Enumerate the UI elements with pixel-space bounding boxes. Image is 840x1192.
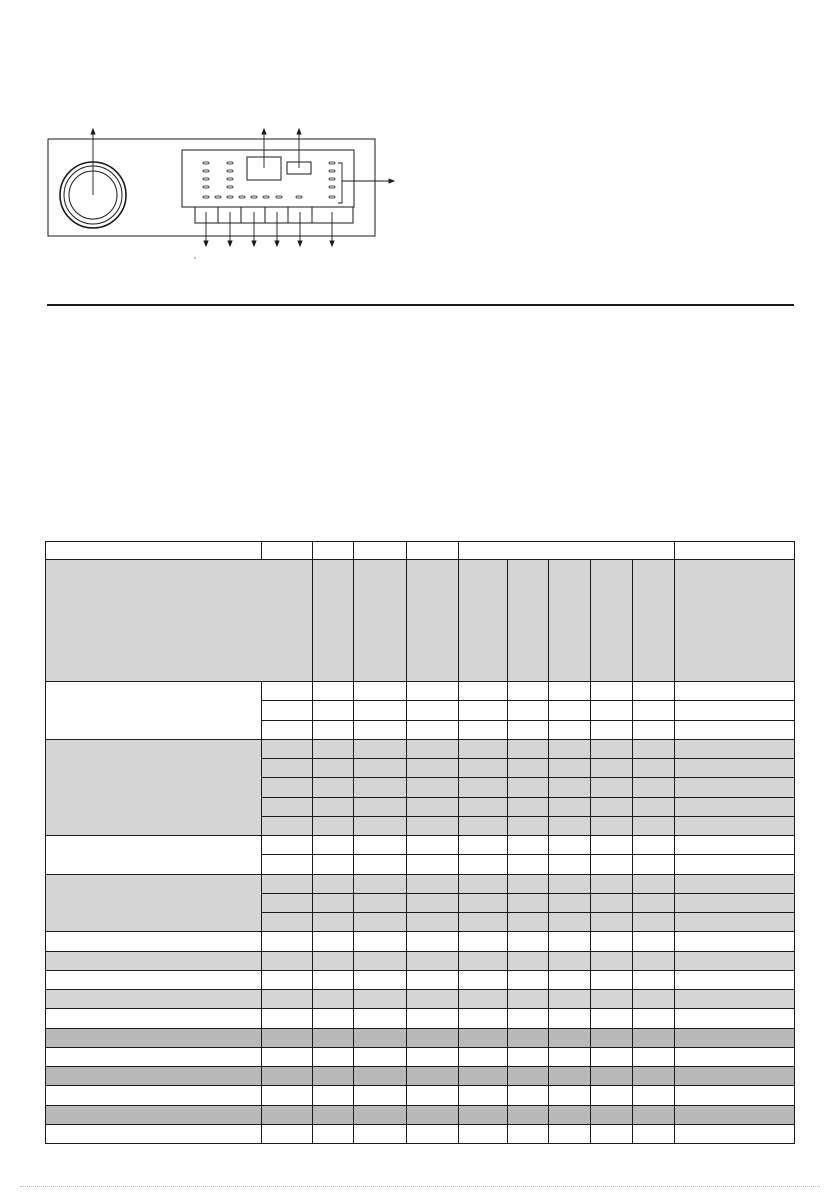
table-cell [507, 951, 549, 971]
table-cell [353, 1105, 407, 1125]
table-cell [261, 989, 313, 1009]
table-header-cell [353, 559, 407, 682]
table-cell [261, 835, 313, 855]
table-cell [548, 931, 591, 951]
table-cell [674, 1124, 795, 1144]
table-cell [406, 1028, 459, 1048]
table-cell [261, 1085, 313, 1105]
table-cell [548, 912, 591, 932]
table-cell [406, 854, 459, 874]
table-cell [590, 970, 633, 990]
table-cell [406, 1085, 459, 1105]
control-panel-diagram [0, 0, 420, 290]
table-cell [548, 1066, 591, 1086]
table-cell [507, 989, 549, 1009]
table-cell [458, 912, 508, 932]
table-cell [632, 1105, 675, 1125]
table-cell [406, 720, 459, 740]
table-header-cell [507, 559, 549, 682]
table-cell [674, 758, 795, 778]
table-cell [458, 1105, 508, 1125]
table-cell [261, 893, 313, 913]
table-cell [674, 931, 795, 951]
table-cell [312, 1066, 354, 1086]
table-cell [261, 681, 313, 701]
table-cell [261, 797, 313, 817]
table-cell [674, 739, 795, 759]
table-cell [458, 989, 508, 1009]
table-cell [312, 720, 354, 740]
programme-name-cell [45, 931, 262, 951]
table-cell [261, 1066, 313, 1086]
table-cell [507, 1047, 549, 1067]
table-cell [674, 1008, 795, 1028]
table-cell [674, 970, 795, 990]
table-cell [458, 931, 508, 951]
table-cell [406, 816, 459, 836]
table-cell [458, 681, 508, 701]
programme-name-cell [45, 1124, 262, 1144]
table-cell [458, 951, 508, 971]
table-cell [632, 874, 675, 894]
table-cell [674, 1028, 795, 1048]
table-cell [507, 912, 549, 932]
table-cell [632, 739, 675, 759]
table-cell [590, 739, 633, 759]
table-cell [406, 951, 459, 971]
table-cell [312, 835, 354, 855]
table-cell [261, 720, 313, 740]
table-cell [590, 874, 633, 894]
table-cell [353, 835, 407, 855]
table-cell [261, 777, 313, 797]
table-cell [458, 816, 508, 836]
table-cell [261, 816, 313, 836]
table-cell [458, 1047, 508, 1067]
table-cell [590, 912, 633, 932]
table-cell [312, 1008, 354, 1028]
table-cell [632, 912, 675, 932]
table-cell [353, 951, 407, 971]
programme-name-cell [45, 1066, 262, 1086]
programme-name-cell [45, 1028, 262, 1048]
table-cell [353, 854, 407, 874]
table-cell [458, 797, 508, 817]
table-cell [353, 681, 407, 701]
table-cell [590, 1047, 633, 1067]
table-cell [590, 700, 633, 720]
table-cell [261, 739, 313, 759]
table-cell [353, 739, 407, 759]
table-cell [458, 970, 508, 990]
table-cell [507, 1066, 549, 1086]
table-cell [632, 970, 675, 990]
table-cell [548, 1047, 591, 1067]
table-cell [261, 912, 313, 932]
table-cell [406, 1066, 459, 1086]
table-cell [406, 739, 459, 759]
table-cell [507, 970, 549, 990]
programme-name-cell [45, 951, 262, 971]
table-cell [632, 1047, 675, 1067]
table-cell [674, 989, 795, 1009]
button-strip [195, 207, 353, 223]
table-cell [261, 951, 313, 971]
table-cell [458, 1124, 508, 1144]
table-cell [590, 931, 633, 951]
table-cell [353, 777, 407, 797]
table-cell [353, 720, 407, 740]
table-cell [674, 1085, 795, 1105]
table-cell [632, 797, 675, 817]
table-cell [548, 797, 591, 817]
programme-name-cell [45, 970, 262, 990]
table-cell [632, 700, 675, 720]
table-cell [458, 893, 508, 913]
table-header-cell [312, 559, 354, 682]
table-header-cell [45, 541, 262, 560]
table-cell [261, 700, 313, 720]
table-cell [590, 854, 633, 874]
programme-name-cell [45, 1085, 262, 1105]
table-cell [458, 1085, 508, 1105]
table-cell [507, 777, 549, 797]
table-cell [590, 1066, 633, 1086]
table-cell [507, 681, 549, 701]
table-cell [674, 874, 795, 894]
table-cell [590, 835, 633, 855]
table-cell [548, 720, 591, 740]
programme-name-cell [45, 1008, 262, 1028]
table-cell [507, 835, 549, 855]
table-header-cell [458, 541, 675, 560]
table-cell [590, 1008, 633, 1028]
table-cell [353, 874, 407, 894]
programme-name-cell [45, 874, 262, 933]
table-cell [312, 739, 354, 759]
table-cell [632, 989, 675, 1009]
table-cell [674, 797, 795, 817]
table-cell [312, 893, 354, 913]
table-cell [406, 1105, 459, 1125]
programme-name-cell [45, 681, 262, 740]
table-cell [353, 989, 407, 1009]
table-cell [632, 835, 675, 855]
table-cell [261, 1008, 313, 1028]
table-cell [312, 681, 354, 701]
table-cell [406, 874, 459, 894]
table-cell [312, 1047, 354, 1067]
table-cell [632, 1008, 675, 1028]
table-cell [353, 893, 407, 913]
table-cell [507, 797, 549, 817]
page-edge-guide [20, 1186, 820, 1187]
table-cell [507, 1105, 549, 1125]
table-cell [590, 1124, 633, 1144]
table-cell [548, 700, 591, 720]
table-cell [632, 1085, 675, 1105]
table-cell [507, 1008, 549, 1028]
table-cell [353, 1085, 407, 1105]
programme-name-cell [45, 739, 262, 836]
table-cell [632, 854, 675, 874]
table-cell [312, 1105, 354, 1125]
table-cell [507, 1124, 549, 1144]
table-cell [590, 816, 633, 836]
table-cell [312, 758, 354, 778]
table-header-cell [458, 559, 508, 682]
table-cell [674, 700, 795, 720]
table-header-cell [406, 541, 459, 560]
table-cell [507, 816, 549, 836]
table-cell [353, 1066, 407, 1086]
table-cell [406, 777, 459, 797]
table-cell [312, 816, 354, 836]
table-cell [353, 912, 407, 932]
table-cell [406, 970, 459, 990]
table-cell [406, 681, 459, 701]
table-cell [674, 951, 795, 971]
table-cell [261, 1028, 313, 1048]
table-cell [507, 1028, 549, 1048]
table-cell [312, 931, 354, 951]
programme-name-cell [45, 1047, 262, 1067]
table-cell [590, 951, 633, 971]
programme-table [45, 541, 794, 1141]
table-cell [261, 1124, 313, 1144]
programme-name-cell [45, 1105, 262, 1125]
table-cell [406, 931, 459, 951]
section-divider [47, 304, 794, 306]
table-cell [548, 951, 591, 971]
table-cell [406, 1008, 459, 1028]
table-cell [590, 989, 633, 1009]
table-cell [261, 1047, 313, 1067]
table-cell [632, 758, 675, 778]
table-cell [632, 893, 675, 913]
table-header-cell [45, 559, 313, 682]
table-header-cell [674, 559, 795, 682]
table-cell [548, 777, 591, 797]
table-cell [632, 1124, 675, 1144]
table-cell [353, 797, 407, 817]
table-cell [590, 758, 633, 778]
table-cell [507, 854, 549, 874]
table-header-cell [312, 541, 354, 560]
table-cell [632, 1066, 675, 1086]
table-cell [548, 816, 591, 836]
table-cell [632, 1028, 675, 1048]
table-cell [353, 931, 407, 951]
table-cell [674, 816, 795, 836]
table-cell [458, 739, 508, 759]
table-header-cell [632, 559, 675, 682]
table-cell [548, 874, 591, 894]
callout-lines [91, 129, 394, 259]
table-cell [590, 1085, 633, 1105]
table-cell [507, 1085, 549, 1105]
table-cell [507, 931, 549, 951]
table-cell [406, 893, 459, 913]
table-cell [458, 854, 508, 874]
table-cell [590, 1028, 633, 1048]
table-cell [548, 681, 591, 701]
table-cell [674, 835, 795, 855]
table-cell [261, 931, 313, 951]
table-cell [590, 720, 633, 740]
table-cell [312, 854, 354, 874]
table-cell [312, 777, 354, 797]
programme-name-cell [45, 835, 262, 875]
table-cell [548, 854, 591, 874]
table-cell [548, 739, 591, 759]
table-header-cell [261, 541, 313, 560]
table-cell [632, 681, 675, 701]
table-cell [353, 758, 407, 778]
table-cell [548, 835, 591, 855]
table-cell [632, 816, 675, 836]
table-cell [312, 1028, 354, 1048]
table-cell [312, 970, 354, 990]
table-cell [458, 835, 508, 855]
table-cell [674, 912, 795, 932]
table-cell [312, 951, 354, 971]
table-cell [507, 720, 549, 740]
table-cell [548, 1028, 591, 1048]
table-cell [632, 931, 675, 951]
table-cell [548, 989, 591, 1009]
table-cell [674, 893, 795, 913]
table-cell [312, 700, 354, 720]
table-cell [548, 1085, 591, 1105]
table-cell [674, 854, 795, 874]
table-cell [548, 1008, 591, 1028]
table-cell [312, 989, 354, 1009]
table-cell [312, 797, 354, 817]
table-cell [406, 835, 459, 855]
table-cell [674, 1047, 795, 1067]
table-cell [548, 893, 591, 913]
table-cell [632, 720, 675, 740]
table-cell [406, 700, 459, 720]
table-cell [261, 1105, 313, 1125]
table-cell [674, 681, 795, 701]
table-cell [548, 970, 591, 990]
table-cell [590, 777, 633, 797]
table-cell [353, 1124, 407, 1144]
table-cell [458, 1066, 508, 1086]
table-cell [548, 1105, 591, 1125]
table-cell [674, 1066, 795, 1086]
table-cell [458, 720, 508, 740]
table-cell [507, 758, 549, 778]
table-header-cell [674, 541, 795, 560]
table-cell [674, 720, 795, 740]
table-cell [353, 1047, 407, 1067]
table-cell [261, 874, 313, 894]
table-cell [507, 700, 549, 720]
table-cell [353, 1008, 407, 1028]
table-cell [632, 777, 675, 797]
table-cell [312, 912, 354, 932]
table-header-cell [590, 559, 633, 682]
table-cell [507, 893, 549, 913]
table-cell [353, 700, 407, 720]
control-module [182, 150, 354, 207]
table-cell [458, 700, 508, 720]
table-cell [261, 854, 313, 874]
table-cell [406, 912, 459, 932]
table-cell [458, 1028, 508, 1048]
table-cell [590, 797, 633, 817]
table-cell [674, 1105, 795, 1125]
table-cell [353, 970, 407, 990]
table-cell [406, 1047, 459, 1067]
table-cell [312, 874, 354, 894]
table-cell [353, 816, 407, 836]
panel-outline [48, 139, 375, 236]
table-cell [312, 1124, 354, 1144]
table-cell [548, 1124, 591, 1144]
table-cell [458, 1008, 508, 1028]
programme-name-cell [45, 989, 262, 1009]
table-cell [548, 758, 591, 778]
table-cell [458, 777, 508, 797]
table-cell [406, 1124, 459, 1144]
table-cell [261, 970, 313, 990]
table-cell [458, 874, 508, 894]
table-cell [353, 1028, 407, 1048]
table-header-cell [353, 541, 407, 560]
table-header-cell [548, 559, 591, 682]
table-cell [590, 681, 633, 701]
table-cell [312, 1085, 354, 1105]
table-header-cell [406, 559, 459, 682]
table-cell [261, 758, 313, 778]
table-cell [406, 758, 459, 778]
table-cell [590, 1105, 633, 1125]
table-cell [674, 777, 795, 797]
table-cell [507, 874, 549, 894]
table-cell [632, 951, 675, 971]
table-cell [590, 893, 633, 913]
table-cell [406, 797, 459, 817]
table-cell [507, 739, 549, 759]
table-cell [406, 989, 459, 1009]
table-cell [458, 758, 508, 778]
